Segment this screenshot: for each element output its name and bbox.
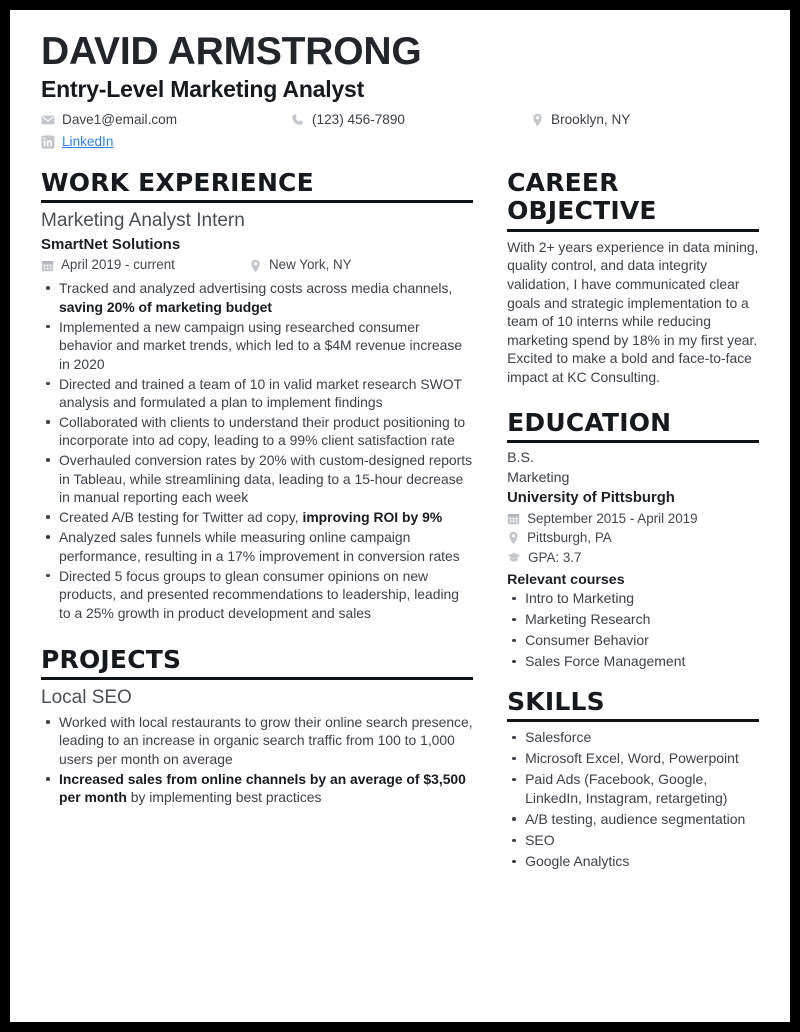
contact-info xyxy=(41,112,759,151)
list-item: Sales Force Management xyxy=(507,652,759,671)
contact-location xyxy=(531,112,759,129)
job-bullet-list xyxy=(41,279,473,622)
linkedin-icon xyxy=(41,135,55,149)
education-dates xyxy=(507,509,759,528)
resume-page xyxy=(10,10,790,1022)
education-degree: B.S. xyxy=(507,450,534,467)
education-major: Marketing xyxy=(507,469,570,486)
education-gpa xyxy=(507,548,759,567)
contact-email-text: Dave1@email.com xyxy=(62,111,178,127)
section-divider xyxy=(41,677,473,680)
list-item: Directed and trained a team of 10 in valid market research SWOT analysis and formulated a plan to implement findings xyxy=(41,375,473,412)
right-column xyxy=(507,169,768,874)
contact-linkedin-link[interactable]: LinkedIn xyxy=(62,133,114,149)
job-location-text: New York, NY xyxy=(269,257,352,273)
section-work-experience xyxy=(41,169,473,623)
candidate-name: DAVID ARMSTRONG xyxy=(41,30,422,73)
list-item: Microsoft Excel, Word, Powerpoint xyxy=(507,749,759,768)
list-item: Salesforce xyxy=(507,728,759,747)
calendar-icon xyxy=(507,512,520,525)
relevant-courses-title: Relevant courses xyxy=(507,572,625,589)
phone-icon xyxy=(291,113,305,127)
contact-linkedin[interactable] xyxy=(41,134,291,151)
contact-location-text: Brooklyn, NY xyxy=(551,111,631,127)
section-divider xyxy=(507,229,759,232)
list-item: Intro to Marketing xyxy=(507,589,759,608)
project-entry xyxy=(41,686,473,807)
left-column xyxy=(32,169,482,874)
contact-phone-text: (123) 456-7890 xyxy=(312,111,405,127)
list-item: Directed 5 focus groups to glean consumer opinions on new products, and presented recommendations to leadership, leading to a 25% growth in product development and sales xyxy=(41,567,473,622)
section-title-work-experience: WORK EXPERIENCE xyxy=(41,167,314,197)
list-item: Increased sales from online channels by an average of $3,500 per month by implementing best practices xyxy=(41,770,473,807)
education-location-text: Pittsburgh, PA xyxy=(527,530,612,546)
list-item: Implemented a new campaign using researched consumer behavior and market trends, which led to a $4M revenue increase in 2020 xyxy=(41,318,473,373)
contact-email[interactable] xyxy=(41,112,291,129)
spacer xyxy=(41,624,473,646)
list-item: Tracked and analyzed advertising costs across media channels, saving 20% of marketing budget xyxy=(41,279,473,316)
graduation-cap-icon xyxy=(507,551,521,564)
skills-list xyxy=(507,728,759,871)
job-meta xyxy=(41,257,473,274)
section-title-projects: PROJECTS xyxy=(41,644,182,674)
education-gpa-text: GPA: 3.7 xyxy=(528,549,582,565)
section-divider xyxy=(507,719,759,722)
education-school: University of Pittsburgh xyxy=(507,490,675,507)
list-item: Consumer Behavior xyxy=(507,631,759,650)
contact-phone[interactable] xyxy=(291,112,531,129)
list-item: Overhauled conversion rates by 20% with custom-designed reports in Tableau, while streamlining data, leading to a 15-hour decrease in manual reporting each week xyxy=(41,451,473,506)
list-item: Worked with local restaurants to grow their online search presence, leading to an increase in organic search traffic from 100 to 1,000 users per month on average xyxy=(41,713,473,768)
job-entry xyxy=(41,209,473,622)
list-item: Google Analytics xyxy=(507,852,759,871)
calendar-icon xyxy=(41,259,54,272)
section-title-career-objective: CAREER OBJECTIVE xyxy=(507,167,657,226)
section-skills xyxy=(507,688,759,871)
section-projects xyxy=(41,646,473,807)
resume-body xyxy=(32,169,768,874)
job-location xyxy=(249,257,352,274)
list-item: Created A/B testing for Twitter ad copy, improving ROI by 9% xyxy=(41,508,473,526)
envelope-icon xyxy=(41,113,55,127)
section-divider xyxy=(41,200,473,203)
spacer xyxy=(507,674,759,688)
career-objective-text: With 2+ years experience in data mining, quality control, and data integrity validation, I have communicated clear goals and strategic implementation to a team of 10 interns while reducing marketing spend by 18% in my first year. Excited to make a bold and face-to-face impact at KC Consulting. xyxy=(507,238,759,386)
project-bullet-list xyxy=(41,713,473,807)
map-pin-icon xyxy=(531,113,544,127)
job-dates-text: April 2019 - current xyxy=(61,257,175,273)
list-item: A/B testing, audience segmentation xyxy=(507,810,759,829)
section-title-education: EDUCATION xyxy=(507,407,672,437)
job-dates xyxy=(41,257,249,274)
education-location xyxy=(507,528,759,547)
section-title-skills: SKILLS xyxy=(507,686,605,716)
map-pin-icon xyxy=(249,259,262,273)
map-pin-icon xyxy=(507,531,520,545)
list-item: SEO xyxy=(507,831,759,850)
section-education xyxy=(507,409,759,671)
section-divider xyxy=(507,440,759,443)
column-gap xyxy=(482,169,507,874)
education-dates-text: September 2015 - April 2019 xyxy=(527,510,698,526)
job-title: Marketing Analyst Intern xyxy=(41,210,245,232)
project-name: Local SEO xyxy=(41,687,132,709)
list-item: Collaborated with clients to understand their product positioning to incorporate into ad copy, leading to a 99% client satisfaction rate xyxy=(41,413,473,450)
list-item: Marketing Research xyxy=(507,610,759,629)
job-company: SmartNet Solutions xyxy=(41,235,181,253)
spacer xyxy=(507,387,759,409)
resume-header xyxy=(32,32,768,151)
list-item: Paid Ads (Facebook, Google, LinkedIn, Instagram, retargeting) xyxy=(507,770,759,807)
relevant-courses-list xyxy=(507,589,759,671)
list-item: Analyzed sales funnels while measuring online campaign performance, resulting in a 17% improvement in conversion rates xyxy=(41,528,473,565)
candidate-headline: Entry-Level Marketing Analyst xyxy=(41,75,365,102)
section-career-objective xyxy=(507,169,759,387)
